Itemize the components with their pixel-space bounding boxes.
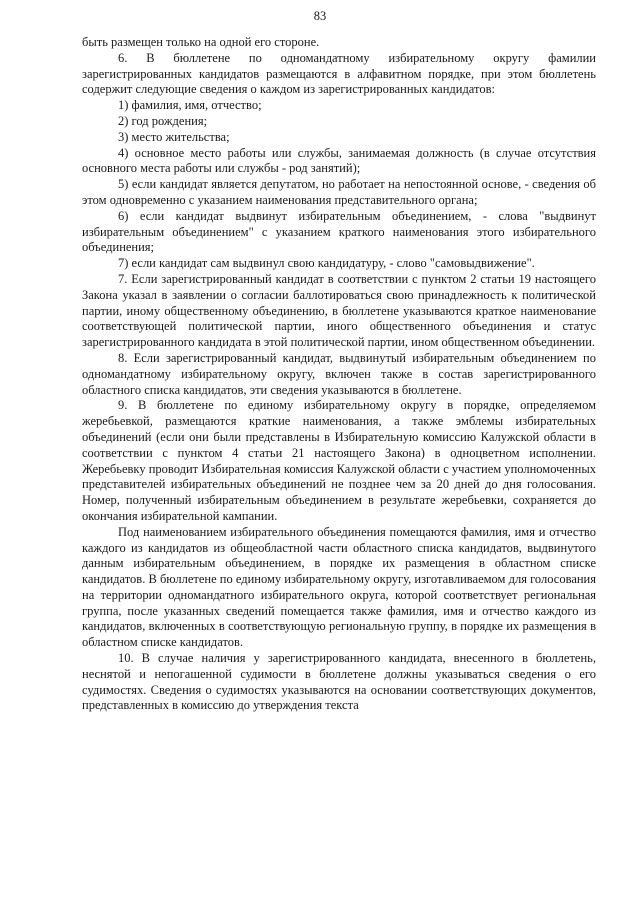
paragraph-item-7: 7. Если зарегистрированный кандидат в соответствии с пунктом 2 статьи 19 настоящего Закона указал в заявлении о согласии баллотироваться свою принадлежность к политической партии, иному общественному объединению, в бюллетене указываются краткое наименование соответствующей политической партии, иного общественного объединения и статус зарегистрированного кандидата в этой политической партии, ином общественном объединении. bbox=[82, 271, 596, 350]
list-item-4: 4) основное место работы или службы, занимаемая должность (в случае отсутствия основного места работы или службы - род занятий); bbox=[82, 145, 596, 176]
paragraph-item-10: 10. В случае наличия у зарегистрированного кандидата, внесенного в бюллетень, неснятой и непогашенной судимости в бюллетене должны указываться сведения о его судимостях. Сведения о судимостях указываются на основании соответствующих документов, представленных в комиссию до утверждения текста bbox=[82, 651, 596, 713]
paragraph-item-6: 6. В бюллетене по одномандатному избирательному округу фамилии зарегистрированных кандидатов размещаются в алфавитном порядке, при этом бюллетень содержит следующие сведения о каждом из зарегистрированных кандидатов: bbox=[82, 50, 596, 97]
list-item-2: 2) год рождения; bbox=[118, 113, 208, 128]
paragraph-continuation: быть размещен только на одной его стороне. bbox=[82, 35, 320, 49]
list-item-6: 6) если кандидат выдвинут избирательным объединением, - слова "выдвинут избирательным объединением" с указанием краткого наименования этого избирательного объединения; bbox=[82, 208, 596, 255]
list-item-1: 1) фамилия, имя, отчество; bbox=[118, 98, 262, 113]
document-body bbox=[82, 35, 596, 714]
paragraph-item-9: 9. В бюллетене по единому избирательному округу в порядке, определяемом жеребьевкой, размещаются краткие наименования, а также эмблемы избирательных объединений (если они были представлены в Избирательную комиссию Калужской области в соответствии с пунктом 4 статьи 21 настоящего Закона) в одноцветном исполнении. Жеребьевку проводит Избирательная комиссия Калужской области с участием уполномоченных представителей избирательных объединений не позднее чем за 20 дней до дня голосования. Номер, полученный избирательным объединением в результате жеребьевки, сохраняется до окончания избирательной кампании. bbox=[82, 398, 596, 523]
paragraph-item-9-continued: Под наименованием избирательного объединения помещаются фамилия, имя и отчество каждого из кандидатов из общеобластной части областного списка кандидатов, выдвинутого данным избирательным объединением, в порядке их размещения в областном списке кандидатов. В бюллетене по единому избирательному округу, изготавливаемом для голосования на территории одномандатного избирательного округа, которой соответствует региональная группа, после указанных сведений помещается также фамилия, имя и отчество каждого из кандидатов, включенных в соответствующую региональную группу, в порядке их размещения в областном списке кандидатов. bbox=[82, 524, 596, 650]
list-item-5: 5) если кандидат является депутатом, но работает на непостоянной основе, - сведения об этом одновременно с указанием наименования представительного органа; bbox=[82, 177, 596, 207]
list-item-7: 7) если кандидат сам выдвинул свою кандидатуру, - слово "самовыдвижение". bbox=[118, 256, 535, 271]
page-number: 83 bbox=[313, 9, 327, 23]
list-item-3: 3) место жительства; bbox=[118, 129, 230, 144]
paragraph-item-8: 8. Если зарегистрированный кандидат, выдвинутый избирательным объединением по одномандатному избирательному округу, включен также в состав зарегистрированного областного списка кандидатов, эти сведения указываются в бюллетене. bbox=[82, 350, 596, 397]
